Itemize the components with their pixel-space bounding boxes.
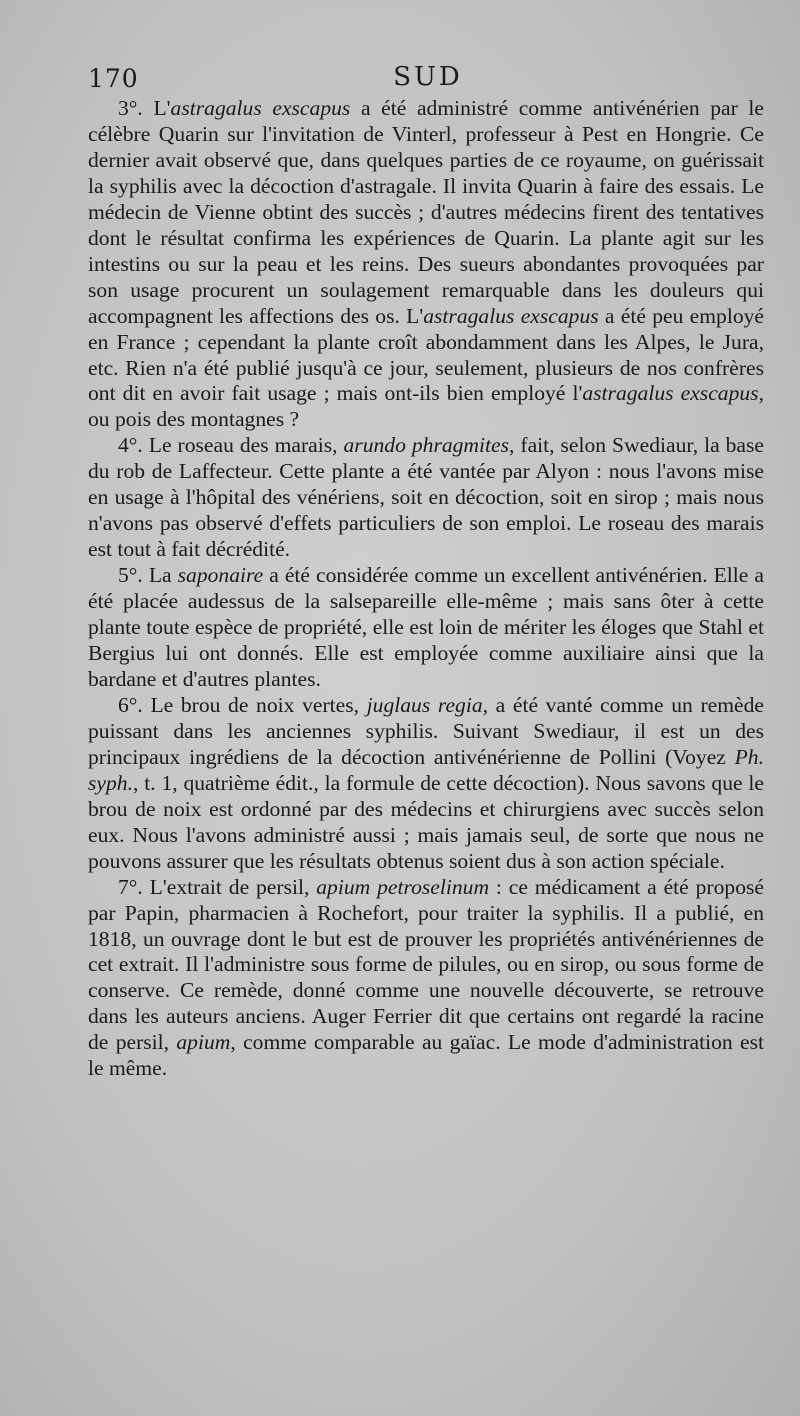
page-header [88,62,768,94]
italic-run: saponaire [177,563,264,588]
text-run: 6°. Le brou de noix vertes, [118,692,367,717]
text-run: , ou pois des montagnes ? [88,381,764,432]
italic-run: apium petroselinum [316,874,490,899]
italic-run: astragalus exscapus [170,96,351,120]
paragraph-p5 [88,563,764,693]
italic-run: juglaus regia [366,692,483,717]
paragraph-p6 [88,693,764,875]
text-run: , a été vanté comme un remède puissant dans les anciennes syphilis. Suivant Swediaur, il est un des principaux ingrédiens de la décoction antivénérienne de Pollini (Voyez [88,692,764,769]
text-run: 3°. L' [118,96,171,120]
page-number: 170 [88,64,139,93]
paragraph-p7 [88,875,764,1083]
text-run: a été considérée comme un excellent antivénérien. Elle a été placée audessus de la salsepareille elle-même ; mais sans ôter à cette plante toute espèce de propriété, elle est loin de mériter les éloges que Stahl et Bergius lui ont donnés. Elle est employée comme auxiliaire ainsi que la bardane et d'autres plantes. [88,563,764,691]
paragraph-p4 [88,433,764,563]
body-text [88,96,764,1082]
text-run: 4°. Le roseau des marais, [118,433,344,458]
text-run: , fait, selon Swediaur, la base du rob de Laffecteur. Cette plante a été vantée par Alyon : nous l'avons mise en usage à l'hôpital des vénériens, soit en décoction, soit en sirop ; mais nous n'avons pas observé d'effets particuliers de son emploi. Le roseau des marais est tout à fait décrédité. [88,433,765,562]
italic-run: astragalus exscapus [423,303,599,328]
italic-run: Ph. syph. [88,744,764,795]
italic-run: astragalus exscapus [582,381,759,406]
text-run: a été peu employé en France ; cependant la plante croît abondamment dans les Alpes, le Jura, etc. Rien n'a été publié jusqu'à ce jour, seulement, plusieurs de nos confrères ont dit en avoir fait usage ; mais ont-ils bien employé l' [88,303,765,406]
running-head: SUD [393,62,463,92]
text-run: 7°. L'extrait de persil, [118,874,317,899]
text-run: a été administré comme antivénérien par le célèbre Quarin sur l'invitation de Vinterl, professeur à Pest en Hongrie. Ce dernier avait observé que, dans quelques parties de ce royaume, on guérissait la syphilis avec la décoction d'astragale. Il invita Quarin à faire des essais. Le médecin de Vienne obtint des succès ; d'autres médecins firent des tentatives dont le résultat confirma les expériences de Quarin. La plante agit sur les intestins ou sur la peau et les reins. Des sueurs abondantes provoquées par son usage procurent un soulagement remarquable dans les douleurs qui accompagnent les affections des os. L' [88,96,765,328]
paragraph-p3 [88,96,764,433]
text-run: , comme comparable au gaïac. Le mode d'administration est le même. [88,1030,764,1081]
italic-run: apium [176,1030,231,1055]
italic-run: arundo phragmites [343,433,510,458]
text-run: 5°. La [118,563,178,588]
text-run: , t. 1, quatrième édit., la formule de cette décoction). Nous savons que le brou de noix est ordonné par des médecins et chirurgiens avec succès selon eux. Nous l'avons administré aussi ; mais jamais seul, de sorte que nous ne pouvons assurer que les résultats obtenus soient dus à son action spéciale. [88,770,764,873]
text-run: : ce médicament a été proposé par Papin, pharmacien à Rochefort, pour traiter la syphilis. Il a publié, en 1818, un ouvrage dont le but est de prouver les propriétés antivénériennes de cet extrait. Il l'administre sous forme de pilules, ou en sirop, ou sous forme de conserve. Ce remède, donné comme une nouvelle découverte, se retrouve dans les auteurs anciens. Auger Ferrier dit que certains ont regardé la racine de persil, [88,874,764,1055]
